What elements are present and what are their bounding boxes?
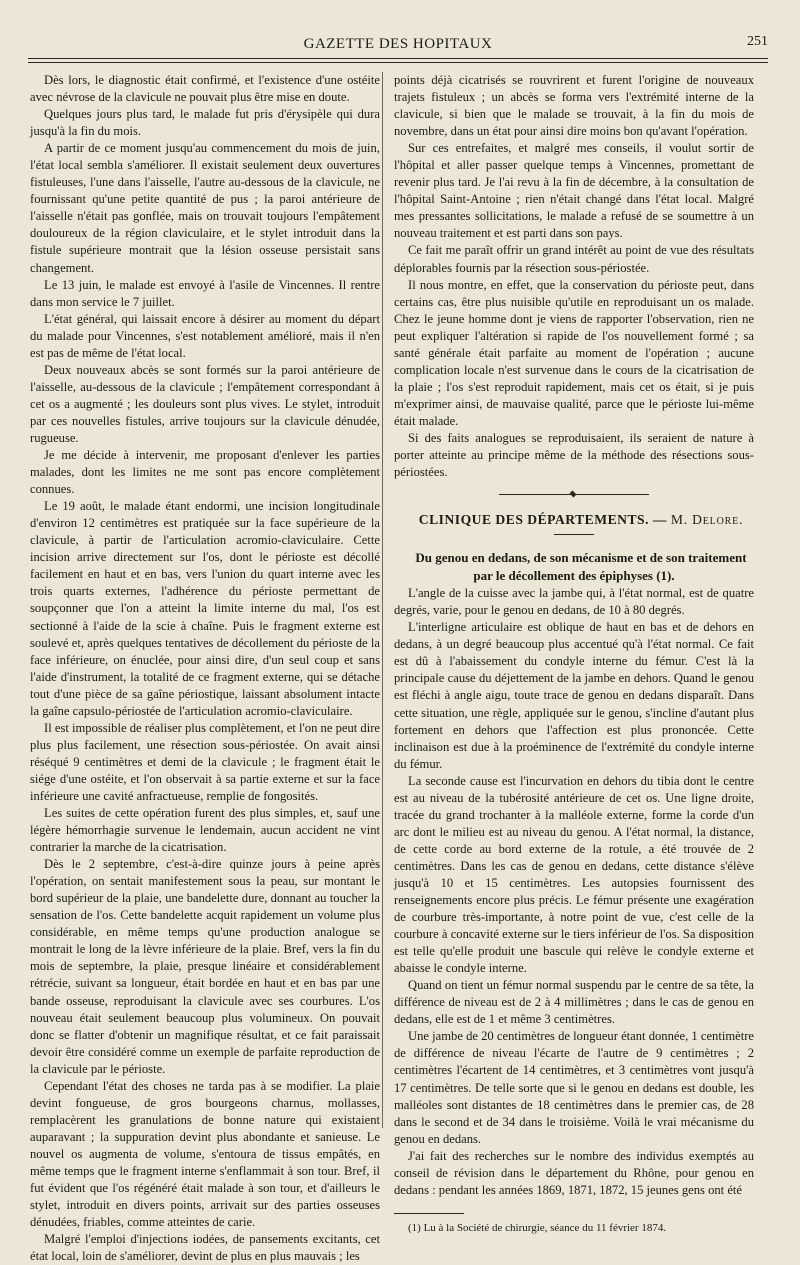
- paragraph: Quand on tient un fémur normal suspendu par le centre de sa tête, la différence de niveau est de 2 à 4 millimètres ; dans le cas de genou en dedans, elle est de 1 et même 3 centimètres.: [394, 978, 754, 1027]
- footnote-rule: [394, 1213, 464, 1214]
- paragraph: Une jambe de 20 centimètres de longueur étant donnée, 1 centimètre de différence de niveau l'écarte de l'autre de 9 centimètres ; 2 centimètres l'écartent de 14 centimètres, et 3 centimètres vont jusqu'à 17 centimètres. De telle sorte que si le genou en dedans est double, les malléoles sont distantes de 18 centimètres dans le premier cas, de 28 dans le second et de 34 dans le troisième. Voilà le vrai mécanisme du genou en dedans.: [394, 1029, 754, 1146]
- paragraph: Si des faits analogues se reproduisaient, ils seraient de nature à porter atteinte au principe même de la méthode des résections sous-périostées.: [394, 430, 754, 480]
- article-title: Du genou en dedans, de son mécanisme et de son traitement par le décollement des épiphyses (1).: [415, 550, 747, 584]
- paragraph: L'état général, qui laissait encore à désirer au moment du départ du malade pour Vincennes, s'est notablement amélioré, mais il n'en est pas de même de l'état local.: [30, 311, 380, 360]
- paragraph: La seconde cause est l'incurvation en dehors du tibia dont le centre est au niveau de la tubérosité antérieure de cet os. Une ligne droite, tracée du grand trochanter à la malléole externe, forme la corde d'un arc dont le milieu est au niveau du genou. A l'état normal, la distance, de cette corde au bord externe de la rotule, a été trouvée de 2 centimètres. Dans les cas de genou en dedans, cette distance s'élève jusqu'à 10 et 15 centimètres. Les autopsies fournissent des renseignements encore plus précis. Le fémur présente une exagération de courbure très-importante, à notre point de vue, c'est celle de la courbure à concavité externe sur le tiers inférieur de l'os. Sa disposition est telle qu'elle produit une bascule qui relève le condyle externe et abaisse le condyle interne.: [394, 773, 754, 976]
- left-column: [30, 72, 380, 1265]
- paragraph: Deux nouveaux abcès se sont formés sur la paroi antérieure de l'aisselle, au-dessous de la clavicule ; l'empâtement correspondant à cet os a augmenté ; les douleurs sont plus vives. Le stylet, introduit par ces nouvelles fistules, arrive toujours sur la clavicule dénudée, rugueuse.: [30, 362, 380, 445]
- section-author: M. Delore.: [670, 512, 744, 528]
- paragraph: Dès le 2 septembre, c'est-à-dire quinze jours à peine après l'opération, on sentait manifestement sous la peau, sur montant le bord supérieur de la plaie, une bandelette dure, donnant au toucher la sensation de l'os. Cette bandelette acquit rapidement un volume plus considérable, en même temps qu'une production analogue se montrait le long de la lèvre inférieure de la plaie. Bref, vers la fin du mois de septembre, la plaie, presque linéaire et considérablement rétrécie, suivant sa longueur, était bordée en haut et en bas par une bande osseuse, reproduisant la clavicule avec ses courbures. L'os nouveau était seulement beaucoup plus volumineux. On pouvait donc se flatter d'obtenir un magnifique résultat, et ce fait paraissait devoir être considéré comme un exemple de parfaite reproduction de la clavicule par le périoste.: [30, 857, 380, 1076]
- paragraph: Malgré l'emploi d'injections iodées, de pansements excitants, cet état local, loin de s'améliorer, devint de plus en plus mauvais ; les: [30, 1232, 380, 1264]
- footnote: (1) Lu à la Société de chirurgie, séance du 11 février 1874.: [408, 1221, 667, 1234]
- paragraph: Le 19 août, le malade étant endormi, une incision longitudinale d'environ 12 centimètres est pratiquée sur la face supérieure de la clavicule, à partir de l'articulation acromio-claviculaire. Cette incision arrive directement sur l'os, dont le périoste est décollé facilement en haut et en bas, vers l'union du quart interne avec les trois quarts externes, l'adhérence du périoste permettant de soupçonner que l'on a atteint la limite interne du mal, l'os est sectionné à l'aide de la scie à chaîne. Puis le fragment externe est soulevé et, après quelques tentatives de décollement du périoste de la face inférieure, on énuclée, pour ainsi dire, d'un seul coup et sans l'aide d'instrument, la totalité de ce fragment externe, qui se détache tout d'une pièce de sa gaîne périostique, laissant absolument intacte la gaîne capsulo-périostée de l'articulation acromio-claviculaire.: [30, 499, 380, 718]
- paragraph: points déjà cicatrisés se rouvrirent et furent l'origine de nouveaux trajets fistuleux ; un abcès se forma vers l'extrémité interne de la clavicule, si bien que le malade se trouvait, à la fin du mois de novembre, dans un état pour ainsi dire moins bon qu'avant l'opération.: [394, 73, 754, 139]
- paragraph: Les suites de cette opération furent des plus simples, et, sauf une légère hémorrhagie survenue le lendemain, aucun accident ne vint contrarier la marche de la cicatrisation.: [30, 806, 380, 855]
- running-title: GAZETTE DES HOPITAUX: [303, 36, 493, 52]
- paragraph: Je me décide à intervenir, me proposant d'enlever les parties malades, dont les limites ne me sont pas encore complètement connues.: [30, 448, 380, 497]
- paragraph: Sur ces entrefaites, et malgré mes conseils, il voulut sortir de l'hôpital et aller passer quelque temps à Vincennes, promettant de revenir plus tard. Je l'ai revu à la fin de décembre, à la consultation de l'hôpital Saint-Antoine ; rien n'était changé dans l'état local. Malgré mes pressantes sollicitations, le malade a refusé de se soumettre à un nouveau traitement et est parti dans son pays.: [394, 141, 754, 241]
- paragraph: Il nous montre, en effet, que la conservation du périoste peut, dans certains cas, être plus nuisible qu'utile en reproduisant un os malade. Chez le jeune homme dont je viens de rapporter l'observation, rien ne peut expliquer l'altération si rapide de l'os nouvellement formé ; sa santé générale était parfaite au moment de l'opération ; aucune complication locale n'est survenue dans le cours de la cicatrisation de la plaie ; l'os s'est reproduit rapidement, mais cet os était, si je puis m'exprimer ainsi, de mauvaise qualité, parce que le périoste lui-même était malade.: [394, 277, 754, 428]
- header-rule-bottom: [28, 62, 768, 63]
- paragraph: Ce fait me paraît offrir un grand intérêt au point de vue des résultats déplorables fournis par la résection sous-périostée.: [394, 243, 754, 275]
- paragraph: Quelques jours plus tard, le malade fut pris d'érysipèle qui dura jusqu'à la fin du mois.: [30, 107, 380, 139]
- page-number: 251: [747, 34, 768, 49]
- paragraph: L'angle de la cuisse avec la jambe qui, à l'état normal, est de quatre degrés, varie, pour le genou en dedans, de 10 à 80 degrés.: [394, 586, 754, 618]
- paragraph: Il est impossible de réaliser plus complètement, et l'on ne peut dire plus plus facilement, une résection sous-périostée. On avait ainsi réséqué 9 centimètres et demi de la clavicule ; le fragment était le siége d'une ostéite, et l'on observait à sa partie externe et sur la face inférieure une cavité anfractueuse, remplie de fongosités.: [30, 720, 380, 803]
- section-title: [394, 511, 754, 528]
- short-rule: [554, 534, 594, 535]
- paragraph: L'interligne articulaire est oblique de haut en bas et de dehors en dedans, à un degré beaucoup plus accentué qu'à l'état normal. Ce fait est dû à l'abaissement du condyle interne du fémur. C'est là la principale cause du déjettement de la jambe en dehors. Quand le genou est fléchi à angle aigu, toute trace de genou en dedans disparaît. Dans cette situation, une règle, appliquée sur le genou, s'incline d'autant plus fortement en dehors que l'affection est plus prononcée. Cette inclinaison est due à la proéminence de l'extrémité du condyle interne du fémur.: [394, 620, 754, 771]
- paragraph: Dès lors, le diagnostic était confirmé, et l'existence d'une ostéite avec névrose de la clavicule ne pouvait plus être mise en doute.: [30, 73, 380, 105]
- column-divider: [382, 72, 383, 1128]
- section-separator-ornament: [499, 491, 649, 497]
- page-header: [28, 28, 768, 58]
- header-rule-top: [28, 58, 768, 59]
- paragraph: Le 13 juin, le malade est envoyé à l'asile de Vincennes. Il rentre dans mon service le 7 juillet.: [30, 277, 380, 309]
- section-title-text: CLINIQUE DES DÉPARTEMENTS. —: [418, 512, 671, 528]
- paragraph: A partir de ce moment jusqu'au commencement du mois de juin, l'état local sembla s'améliorer. Il existait seulement deux ouvertures fistuleuses, l'une dans l'aisselle, l'autre au-dessous de la clavicule, ne fournissant qu'une petite quantité de pus ; la paroi antérieure de l'aisselle n'était pas gonflée, mais on trouvait toujours l'empâtement douloureux de la région claviculaire, et le stylet introduit dans la fistule supérieure montrait que la lésion osseuse persistait sans changement.: [30, 141, 380, 275]
- paragraph: Cependant l'état des choses ne tarda pas à se modifier. La plaie devint fongueuse, de gros bourgeons charnus, mollasses, remplacèrent les granulations de bonne nature qui existaient auparavant ; la suppuration devint plus abondante et sanieuse. Le nouvel os augmenta de volume, s'entoura de tissus empâtés, en même temps que le fragment interne s'enflammait à son tour. Bref, il fut évident que l'os régénéré était malade à son tour, et d'ailleurs le stylet, introduit en divers points, arrivait sur des parties osseuses dénudées, friables, comme atteintes de carie.: [30, 1078, 380, 1230]
- paragraph: J'ai fait des recherches sur le nombre des individus exemptés au conseil de révision dans le département du Rhône, pour genou en dedans : pendant les années 1869, 1871, 1872, 15 jeunes gens ont été: [394, 1148, 754, 1197]
- right-column: [394, 72, 754, 1237]
